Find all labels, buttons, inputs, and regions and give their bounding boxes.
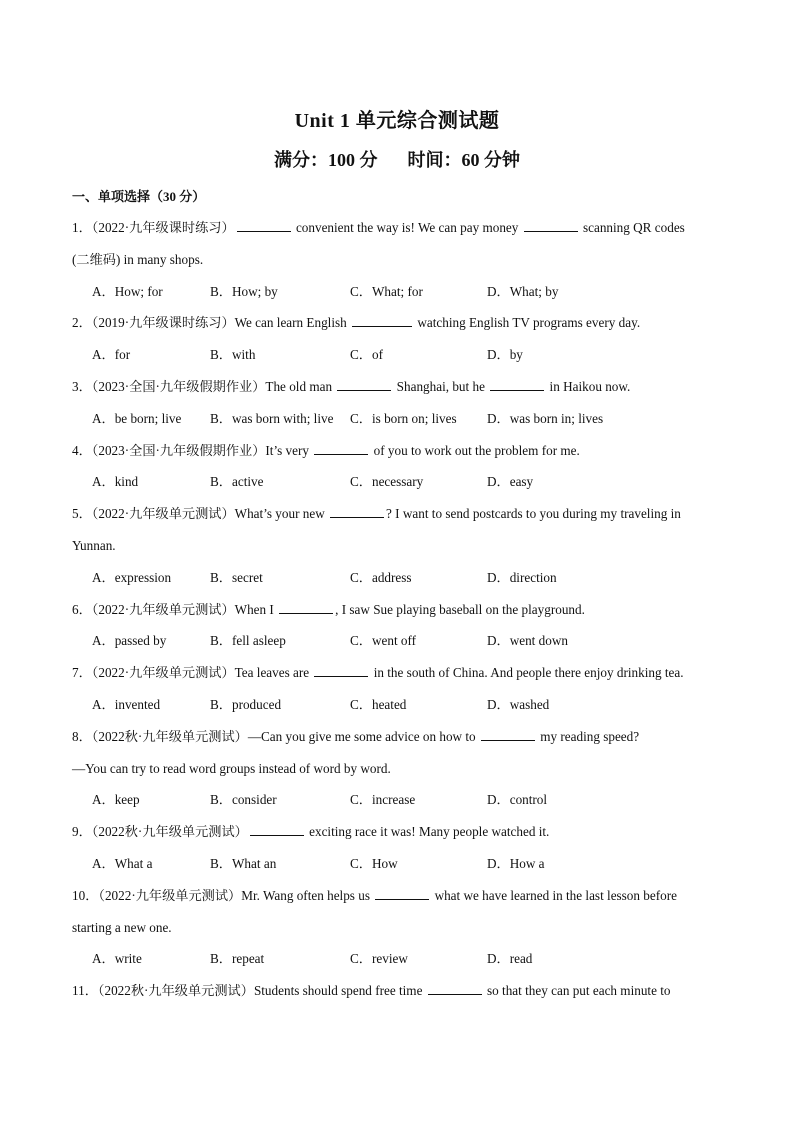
answer-blank (314, 664, 368, 677)
question-source: 5．（2022·九年级单元测试） (72, 506, 235, 521)
question-2 (72, 314, 722, 332)
option-a: A．for (92, 347, 131, 362)
full-score: 满分：100 分 (274, 150, 378, 170)
answer-blank (337, 378, 391, 391)
answer-blank (250, 823, 304, 836)
question-text: Students should spend free time (253, 983, 426, 998)
question-source: 9．（2022秋·九年级单元测试） (72, 824, 248, 839)
question-11 (72, 982, 722, 1000)
question-7 (72, 664, 722, 682)
option-d: D．easy (487, 474, 534, 489)
option-b: B．active (210, 474, 264, 489)
question-source: 2．（2019·九年级课时练习） (72, 315, 235, 330)
option-b: B．with (210, 347, 256, 362)
question-text: It’s very (265, 443, 313, 458)
exam-info (0, 146, 794, 172)
question-6 (72, 601, 722, 619)
answer-blank (330, 505, 384, 518)
option-c: C．necessary (350, 474, 424, 489)
option-b: B．What an (210, 856, 277, 871)
option-c: C．heated (350, 697, 407, 712)
option-b: B．How; by (210, 284, 278, 299)
option-b: B．consider (210, 792, 277, 807)
option-c: C．increase (350, 792, 416, 807)
question-9 (72, 823, 722, 841)
option-d: D．direction (487, 570, 557, 585)
question-source: 11．（2022秋·九年级单元测试） (72, 983, 254, 998)
answer-blank (428, 982, 482, 995)
question-source: 7．（2022·九年级单元测试） (72, 665, 235, 680)
question-text: what we have learned in the last lesson before (431, 888, 677, 903)
option-c: C．went off (350, 633, 417, 648)
option-d: D．by (487, 347, 523, 362)
answer-blank (352, 314, 412, 327)
option-b: B．repeat (210, 951, 265, 966)
option-c: C．of (350, 347, 383, 362)
option-d: D．How a (487, 856, 545, 871)
option-a: A．keep (92, 792, 140, 807)
option-b: B．was born with; live (210, 411, 334, 426)
question-text: —Can you give me some advice on how to (247, 729, 479, 744)
answer-blank (481, 728, 535, 741)
question-8 (72, 728, 722, 746)
question-text: Mr. Wang often helps us (241, 888, 374, 903)
option-d: D．control (487, 792, 548, 807)
section-heading: 一、单项选择（30 分） (72, 189, 206, 204)
question-source: 3．（2023·全国·九年级假期作业） (72, 379, 266, 394)
option-c: C．What; for (350, 284, 423, 299)
question-8-continued: —You can try to read word groups instead of word by word. (72, 761, 391, 776)
option-d: D．washed (487, 697, 550, 712)
answer-blank (524, 219, 578, 232)
answer-blank (375, 887, 429, 900)
answer-blank (314, 442, 368, 455)
question-text: , I saw Sue playing baseball on the playground. (335, 602, 585, 617)
question-text: in Haikou now. (546, 379, 631, 394)
question-text: my reading speed? (536, 729, 640, 744)
question-5-continued: Yunnan. (72, 538, 116, 553)
option-c: C．How (350, 856, 398, 871)
question-text: exciting race it was! Many people watched it. (305, 824, 550, 839)
option-a: A．write (92, 951, 142, 966)
question-10-continued: starting a new one. (72, 920, 172, 935)
option-d: D．What; by (487, 284, 559, 299)
answer-blank (237, 219, 291, 232)
question-text: Tea leaves are (234, 665, 313, 680)
option-a: A．be born; live (92, 411, 182, 426)
question-text: When I (234, 602, 278, 617)
answer-blank (490, 378, 544, 391)
page-title: Unit 1 单元综合测试题 (294, 110, 500, 132)
option-a: A．kind (92, 474, 139, 489)
question-text: ? I want to send postcards to you during my traveling in (386, 506, 681, 521)
option-d: D．went down (487, 633, 568, 648)
question-text: convenient the way is! We can pay money (292, 220, 522, 235)
option-d: D．read (487, 951, 533, 966)
option-b: B．produced (210, 697, 282, 712)
option-a: A．passed by (92, 633, 167, 648)
question-3 (72, 378, 722, 396)
question-source: 1．（2022·九年级课时练习） (72, 220, 235, 235)
option-c: C．address (350, 570, 412, 585)
question-1-continued: (二维码) in many shops. (72, 252, 204, 267)
question-text: What’s your new (234, 506, 329, 521)
question-source: 6．（2022·九年级单元测试） (72, 602, 235, 617)
question-text: scanning QR codes (579, 220, 685, 235)
option-a: A．invented (92, 697, 161, 712)
question-text: We can learn English (234, 315, 351, 330)
question-text: The old man (265, 379, 336, 394)
question-source: 8．（2022秋·九年级单元测试） (72, 729, 248, 744)
option-b: B．secret (210, 570, 263, 585)
question-4 (72, 442, 722, 460)
question-1 (72, 219, 722, 237)
option-a: A．What a (92, 856, 153, 871)
option-a: A．expression (92, 570, 172, 585)
option-b: B．fell asleep (210, 633, 286, 648)
question-text: watching English TV programs every day. (414, 315, 641, 330)
answer-blank (279, 601, 333, 614)
option-c: C．is born on; lives (350, 411, 457, 426)
option-d: D．was born in; lives (487, 411, 604, 426)
question-text: so that they can put each minute to (483, 983, 671, 998)
question-5 (72, 505, 722, 523)
question-10 (72, 887, 722, 905)
question-text: of you to work out the problem for me. (370, 443, 580, 458)
exam-time: 时间：60 分钟 (407, 150, 520, 170)
question-text: in the south of China. And people there enjoy drinking tea. (370, 665, 684, 680)
question-source: 10．（2022·九年级单元测试） (72, 888, 242, 903)
question-source: 4．（2023·全国·九年级假期作业） (72, 443, 266, 458)
option-c: C．review (350, 951, 408, 966)
option-a: A．How; for (92, 284, 163, 299)
question-text: Shanghai, but he (393, 379, 489, 394)
